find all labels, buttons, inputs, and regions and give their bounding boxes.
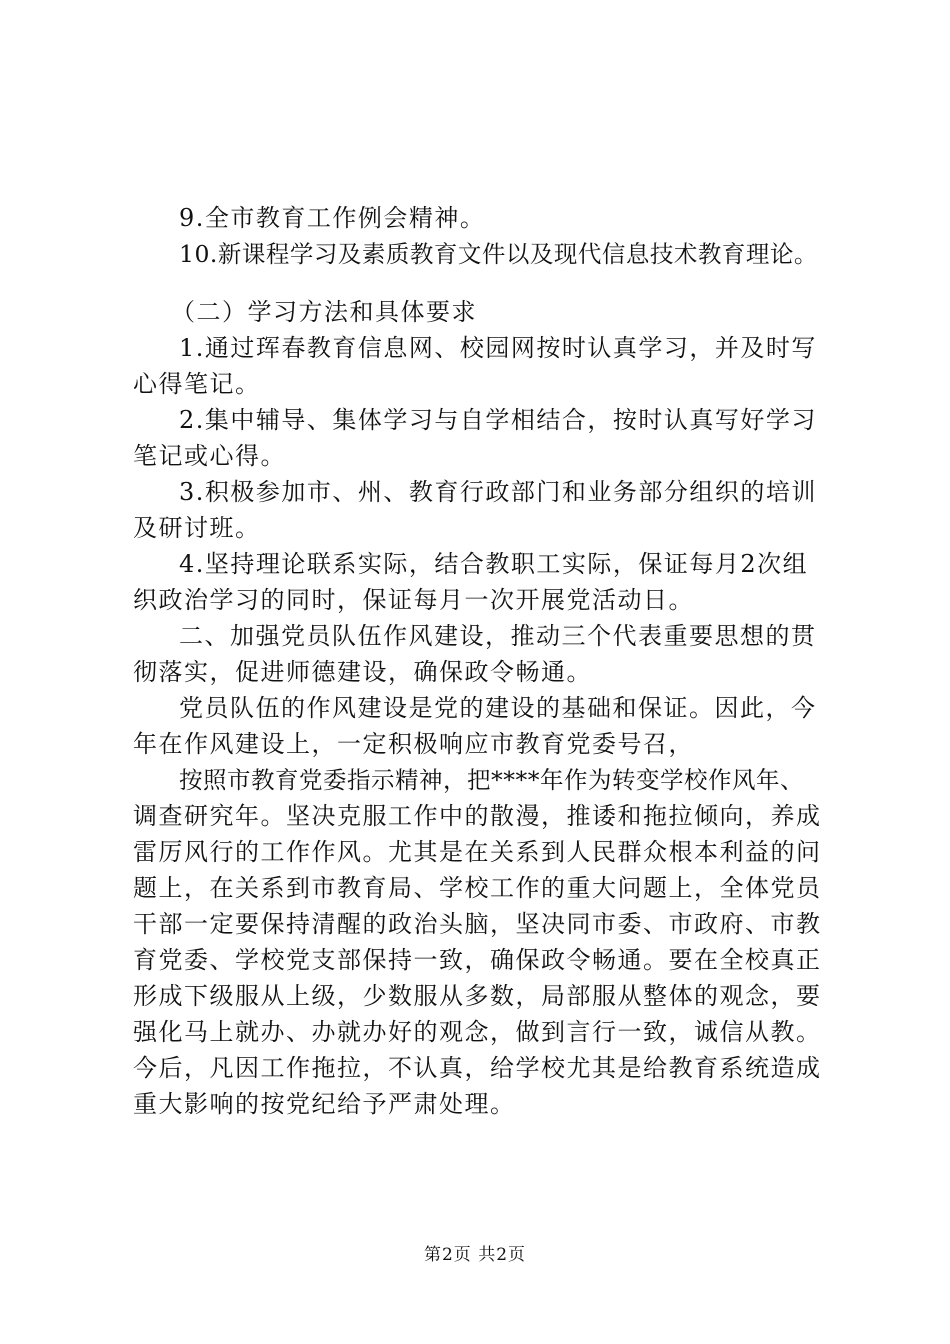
method-item-2: 2.集中辅导、集体学习与自学相结合，按时认真写好学习 [179,406,817,434]
paragraph-line: 年在作风建设上，一定积极响应市教育党委号召， [133,730,694,758]
section-heading-party-style: 二、加强党员队伍作风建设，推动三个代表重要思想的贯 [179,622,817,650]
section-heading-study-methods: （二）学习方法和具体要求 [171,298,477,326]
paragraph-line: 今后，凡因工作拖拉，不认真，给学校尤其是给教育系统造成 [133,1054,822,1082]
paragraph-line: 重大影响的按党纪给予严肃处理。 [133,1090,516,1118]
paragraph-line: 党员队伍的作风建设是党的建设的基础和保证。因此，今 [179,694,817,722]
paragraph-line: 调查研究年。坚决克服工作中的散漫，推诿和拖拉倾向，养成 [133,802,822,830]
paragraph-gap [133,272,833,294]
paragraph-line: 育党委、学校党支部保持一致，确保政令畅通。要在全校真正 [133,946,822,974]
list-item-10: 10.新课程学习及素质教育文件以及现代信息技术教育理论。 [179,240,818,268]
section-heading-party-style-cont: 彻落实，促进师德建设，确保政令畅通。 [133,658,592,686]
method-item-1: 1.通过珲春教育信息网、校园网按时认真学习，并及时写 [179,334,817,362]
method-item-2-cont: 笔记或心得。 [133,442,286,470]
paragraph-line: 干部一定要保持清醒的政治头脑，坚决同市委、市政府、市教 [133,910,822,938]
list-item-9: 9.全市教育工作例会精神。 [179,204,486,232]
method-item-1-cont: 心得笔记。 [133,370,261,398]
page-number-footer: 第2页 共2页 [423,1245,527,1265]
method-item-3-cont: 及研讨班。 [133,514,261,542]
paragraph-line: 强化马上就办、办就办好的观念，做到言行一致，诚信从教。 [133,1018,822,1046]
method-item-3: 3.积极参加市、州、教育行政部门和业务部分组织的培训 [179,478,817,506]
method-item-4-cont: 织政治学习的同时，保证每月一次开展党活动日。 [133,586,694,614]
paragraph-line: 雷厉风行的工作作风。尤其是在关系到人民群众根本利益的问 [133,838,822,866]
paragraph-line: 题上，在关系到市教育局、学校工作的重大问题上，全体党员 [133,874,822,902]
document-body [133,200,833,1122]
method-item-4: 4.坚持理论联系实际，结合教职工实际，保证每月2次组 [179,550,809,578]
paragraph-line: 形成下级服从上级，少数服从多数，局部服从整体的观念，要 [133,982,822,1010]
paragraph-line: 按照市教育党委指示精神，把****年作为转变学校作风年、 [179,766,804,794]
